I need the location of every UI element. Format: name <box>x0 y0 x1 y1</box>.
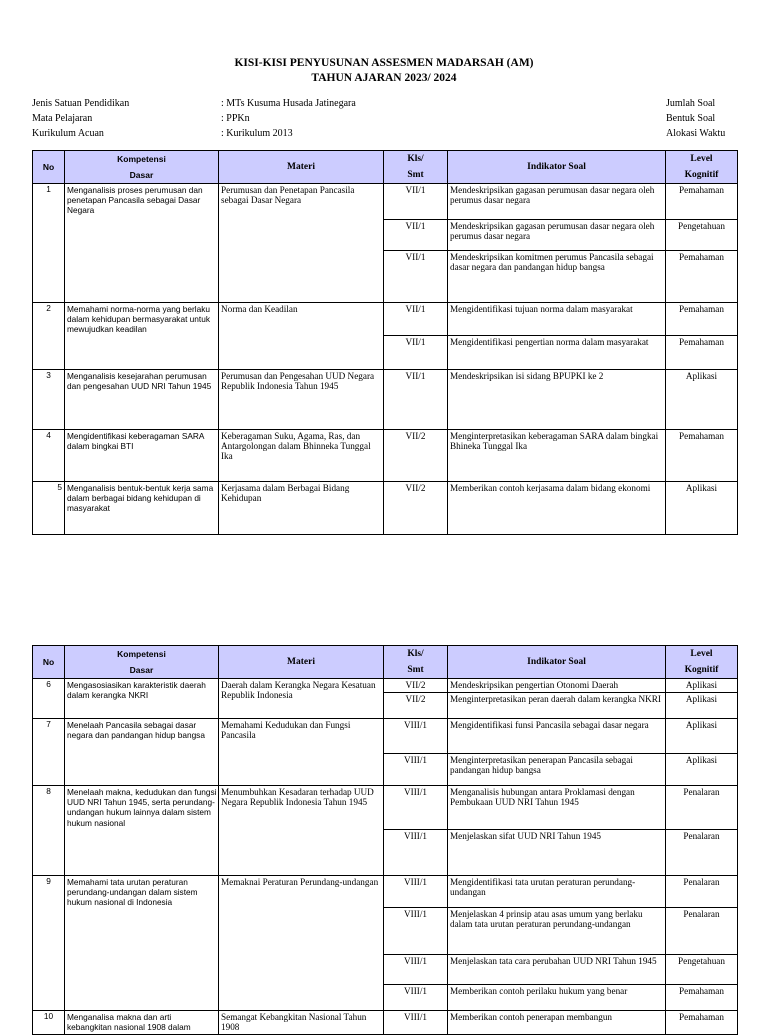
cell-kls-smt: VII/1 <box>384 220 448 251</box>
cell-kls-smt: VIII/1 <box>384 876 448 908</box>
cell-level: Penalaran <box>666 786 738 830</box>
kisi-kisi-table-1 <box>32 150 738 535</box>
header-kls-line2: Smt <box>407 665 424 675</box>
cell-no: 4 <box>33 430 65 482</box>
cell-no: 8 <box>33 786 65 876</box>
table-row <box>33 786 738 830</box>
cell-level: Aplikasi <box>666 370 738 430</box>
cell-kls-smt: VII/2 <box>384 430 448 482</box>
cell-kompetensi-dasar: Menganalisis proses perumusan dan penetapan Pancasila sebagai Dasar Negara <box>65 184 219 303</box>
cell-kompetensi-dasar: Menganalisis bentuk-bentuk kerja sama dalam berbagai bidang kehidupan di masyarakat <box>65 482 219 535</box>
table-row <box>33 482 738 535</box>
cell-kls-smt: VII/2 <box>384 679 448 693</box>
cell-kls-smt: VIII/1 <box>384 786 448 830</box>
cell-level: Pengetahuan <box>666 220 738 251</box>
cell-indikator: Mendeskripsikan gagasan perumusan dasar negara oleh perumus dasar negara <box>448 220 666 251</box>
cell-kls-smt: VIII/1 <box>384 719 448 754</box>
meta-value-mapel: : PPKn <box>221 113 250 124</box>
table-row <box>33 370 738 430</box>
header-no: No <box>33 151 65 184</box>
cell-indikator: Memberikan contoh perilaku hukum yang benar <box>448 985 666 1011</box>
cell-materi: Memahami Kedudukan dan Fungsi Pancasila <box>219 719 384 786</box>
cell-level: Aplikasi <box>666 679 738 693</box>
header-kd-line2: Dasar <box>129 170 154 180</box>
cell-level: Penalaran <box>666 908 738 955</box>
meta-jumlah-soal: Jumlah Soal <box>666 98 716 109</box>
cell-kompetensi-dasar: Memahami tata urutan peraturan perundang-undangan dalam sistem hukum nasional di Indonesia <box>65 876 219 1011</box>
cell-kls-smt: VII/1 <box>384 370 448 430</box>
meta-alokasi-waktu: Alokasi Waktu <box>666 128 726 139</box>
meta-value-kurikulum: : Kurikulum 2013 <box>221 128 293 139</box>
cell-indikator: Memberikan contoh penerapan membangun <box>448 1011 666 1035</box>
cell-kls-smt: VII/1 <box>384 251 448 303</box>
cell-kompetensi-dasar: Mengidentifikasi keberagaman SARA dalam bingkai BTI <box>65 430 219 482</box>
kisi-kisi-table-2 <box>32 645 738 1035</box>
table-row <box>33 430 738 482</box>
table-row <box>33 679 738 693</box>
cell-kompetensi-dasar: Mengasosiasikan karakteristik daerah dalam kerangka NKRI <box>65 679 219 719</box>
header-kd-line2: Dasar <box>129 665 154 675</box>
cell-kls-smt: VII/2 <box>384 482 448 535</box>
cell-materi: Perumusan dan Pengesahan UUD Negara Republik Indonesia Tahun 1945 <box>219 370 384 430</box>
cell-level: Pemahaman <box>666 184 738 220</box>
cell-level: Pemahaman <box>666 1011 738 1035</box>
cell-indikator: Menjelaskan tata cara perubahan UUD NRI Tahun 1945 <box>448 955 666 985</box>
header-level-line2: Kognitif <box>684 665 719 675</box>
header-kompetensi-dasar <box>65 151 219 184</box>
cell-kls-smt: VII/1 <box>384 184 448 220</box>
table-row <box>33 303 738 336</box>
cell-indikator: Mengidentifikasi tata urutan peraturan perundang-undangan <box>448 876 666 908</box>
cell-kompetensi-dasar: Menganalisa makna dan arti kebangkitan nasional 1908 dalam <box>65 1011 219 1035</box>
cell-level: Pemahaman <box>666 336 738 370</box>
header-kls-line1: Kls/ <box>407 649 424 659</box>
meta-right <box>666 96 725 141</box>
header-level-line1: Level <box>690 154 713 164</box>
header-kompetensi-dasar <box>65 646 219 679</box>
cell-no: 3 <box>33 370 65 430</box>
cell-no: 2 <box>33 303 65 370</box>
cell-level: Pemahaman <box>666 430 738 482</box>
cell-kls-smt: VII/2 <box>384 693 448 719</box>
cell-no: 9 <box>33 876 65 1011</box>
cell-indikator: Mendeskripsikan pengertian Otonomi Daerah <box>448 679 666 693</box>
header-kd-line1: Kompetensi <box>117 649 166 659</box>
cell-kls-smt: VII/1 <box>384 303 448 336</box>
cell-kompetensi-dasar: Menelaah Pancasila sebagai dasar negara dan pandangan hidup bangsa <box>65 719 219 786</box>
header-kd-line1: Kompetensi <box>117 154 166 164</box>
meta-values <box>221 96 356 141</box>
document-title: KISI-KISI PENYUSUNAN ASSESMEN MADARSAH (AM) <box>234 57 534 69</box>
cell-kls-smt: VII/1 <box>384 336 448 370</box>
cell-no: 10 <box>33 1011 65 1035</box>
cell-kls-smt: VIII/1 <box>384 908 448 955</box>
cell-kompetensi-dasar: Menelaah makna, kedudukan dan fungsi UUD NRI Tahun 1945, serta perundang-undangan hukum lainnya dalam sistem hukum nasional <box>65 786 219 876</box>
cell-indikator: Mendeskripsikan komitmen perumus Pancasila sebagai dasar negara dan pandangan hidup bangsa <box>448 251 666 303</box>
meta-label-kurikulum: Kurikulum Acuan <box>32 128 104 139</box>
cell-level: Pengetahuan <box>666 955 738 985</box>
table-header-row <box>33 646 738 679</box>
table-row <box>33 876 738 908</box>
meta-labels <box>32 96 129 141</box>
cell-materi: Norma dan Keadilan <box>219 303 384 370</box>
cell-level: Pemahaman <box>666 985 738 1011</box>
cell-materi: Perumusan dan Penetapan Pancasila sebagai Dasar Negara <box>219 184 384 303</box>
cell-materi: Semangat Kebangkitan Nasional Tahun 1908 <box>219 1011 384 1035</box>
cell-level: Aplikasi <box>666 754 738 786</box>
cell-no: 5 <box>33 482 65 535</box>
cell-level: Aplikasi <box>666 482 738 535</box>
meta-bentuk-soal: Bentuk Soal <box>666 113 716 124</box>
cell-indikator: Menginterpretasikan penerapan Pancasila sebagai pandangan hidup bangsa <box>448 754 666 786</box>
cell-level: Penalaran <box>666 876 738 908</box>
header-materi: Materi <box>219 646 384 679</box>
cell-materi: Memaknai Peraturan Perundang-undangan <box>219 876 384 1011</box>
cell-level: Pemahaman <box>666 303 738 336</box>
header-no: No <box>33 646 65 679</box>
cell-materi: Menumbuhkan Kesadaran terhadap UUD Negara Republik Indonesia Tahun 1945 <box>219 786 384 876</box>
header-level-kognitif <box>666 646 738 679</box>
header-kls-smt <box>384 646 448 679</box>
header-indikator-soal: Indikator Soal <box>448 646 666 679</box>
cell-indikator: Mendeskripsikan isi sidang BPUPKI ke 2 <box>448 370 666 430</box>
table-row <box>33 184 738 220</box>
cell-no: 7 <box>33 719 65 786</box>
cell-kls-smt: VIII/1 <box>384 955 448 985</box>
cell-indikator: Mengidentifikasi funsi Pancasila sebagai dasar negara <box>448 719 666 754</box>
cell-materi: Kerjasama dalam Berbagai Bidang Kehidupan <box>219 482 384 535</box>
cell-materi: Daerah dalam Kerangka Negara Kesatuan Republik Indonesia <box>219 679 384 719</box>
table-header-row <box>33 151 738 184</box>
header-kls-line1: Kls/ <box>407 154 424 164</box>
cell-indikator: Memberikan contoh kerjasama dalam bidang ekonomi <box>448 482 666 535</box>
cell-indikator: Menjelaskan sifat UUD NRI Tahun 1945 <box>448 830 666 876</box>
meta-label-mapel: Mata Pelajaran <box>32 113 93 124</box>
cell-indikator: Menganalisis hubungan antara Proklamasi dengan Pembukaan UUD NRI Tahun 1945 <box>448 786 666 830</box>
cell-kompetensi-dasar: Memahami norma-norma yang berlaku dalam kehidupan bermasyarakat untuk mewujudkan keadilan <box>65 303 219 370</box>
cell-kls-smt: VIII/1 <box>384 985 448 1011</box>
cell-level: Aplikasi <box>666 693 738 719</box>
cell-level: Penalaran <box>666 830 738 876</box>
cell-indikator: Menginterpretasikan peran daerah dalam kerangka NKRI <box>448 693 666 719</box>
document-subtitle: TAHUN AJARAN 2023/ 2024 <box>311 72 457 84</box>
cell-indikator: Mendeskripsikan gagasan perumusan dasar negara oleh perumus dasar negara <box>448 184 666 220</box>
header-level-line2: Kognitif <box>684 170 719 180</box>
table-row <box>33 719 738 754</box>
header-level-kognitif <box>666 151 738 184</box>
cell-no: 6 <box>33 679 65 719</box>
cell-indikator: Mengidentifikasi pengertian norma dalam masyarakat <box>448 336 666 370</box>
header-kls-line2: Smt <box>407 170 424 180</box>
meta-value-jenis: : MTs Kusuma Husada Jatinegara <box>221 98 356 109</box>
header-indikator-soal: Indikator Soal <box>448 151 666 184</box>
cell-materi: Keberagaman Suku, Agama, Ras, dan Antargolongan dalam Bhinneka Tunggal Ika <box>219 430 384 482</box>
cell-level: Pemahaman <box>666 251 738 303</box>
cell-indikator: Menjelaskan 4 prinsip atau asas umum yang berlaku dalam tata urutan peraturan perundang-undangan <box>448 908 666 955</box>
cell-kls-smt: VIII/1 <box>384 1011 448 1035</box>
cell-level: Aplikasi <box>666 719 738 754</box>
cell-kls-smt: VIII/1 <box>384 830 448 876</box>
cell-indikator: Menginterpretasikan keberagaman SARA dalam bingkai Bhineka Tunggal Ika <box>448 430 666 482</box>
meta-label-jenis: Jenis Satuan Pendidikan <box>32 98 130 109</box>
header-materi: Materi <box>219 151 384 184</box>
header-level-line1: Level <box>690 649 713 659</box>
cell-kompetensi-dasar: Menganalisis kesejarahan perumusan dan pengesahan UUD NRI Tahun 1945 <box>65 370 219 430</box>
header-kls-smt <box>384 151 448 184</box>
cell-indikator: Mengidentifikasi tujuan norma dalam masyarakat <box>448 303 666 336</box>
cell-no: 1 <box>33 184 65 303</box>
cell-kls-smt: VIII/1 <box>384 754 448 786</box>
table-row <box>33 1011 738 1035</box>
